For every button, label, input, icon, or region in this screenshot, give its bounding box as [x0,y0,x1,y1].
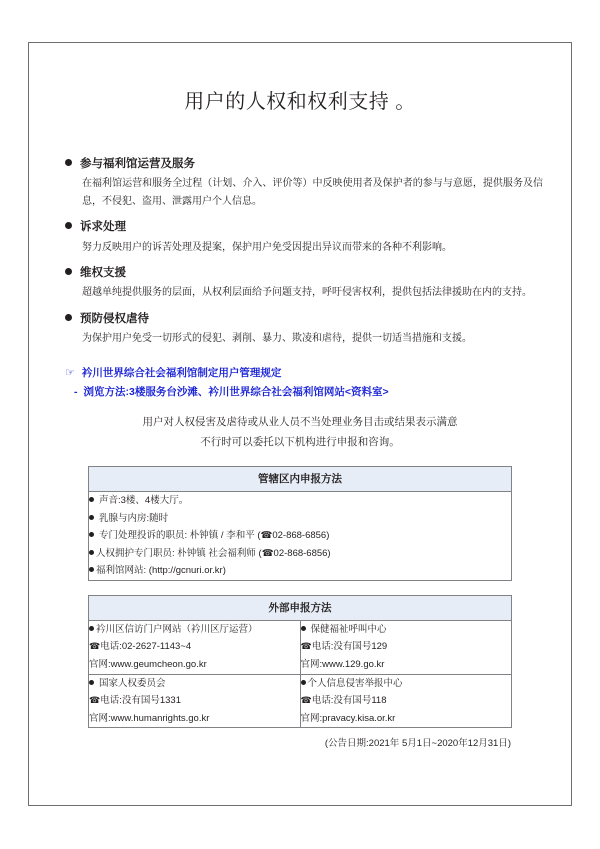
bullet-dot-icon [89,626,94,631]
org-name-label: 国家人权委员会 [99,677,166,689]
list-item-label: 人权拥护专门职员: 朴钟镇 社会福利师 (☎02-868-6856) [96,547,331,559]
org-phone-label: 电话:没有国号1331 [100,695,181,707]
list-item [89,527,511,545]
org-phone-label: 电话:02-2627-1143~4 [100,641,192,653]
page-title: 用户的人权和权利支持 。 [184,91,416,113]
list-item [89,562,511,580]
section-heading [65,219,543,236]
section-heading-label: 参与福利馆运营及服务 [80,158,195,170]
section-heading [65,156,543,173]
section-heading [65,311,543,328]
org-name [89,621,300,639]
org-name [301,675,512,693]
dash-marker: - [74,385,78,398]
section-item [65,265,543,302]
telephone-icon: ☎ [89,696,101,707]
telephone-icon: ☎ [300,642,312,653]
section-body: 在福利馆运营和服务全过程（计划、介入、评价等）中反映使用者及保护者的参与与意愿，提供服务及信息，不侵犯、盗用、泄露用户个人信息。 [82,178,543,207]
external-table-cell [89,620,301,674]
list-item [89,510,511,528]
list-item-label: 专门处理投诉的职员: 朴钟镇 / 李和平 (☎02-868-6856) [99,530,330,542]
org-phone [89,638,300,656]
center-note-line2: 不行时可以委托以下机构进行申报和咨询。 [200,435,400,448]
section-heading-label: 预防侵权虐待 [80,312,149,325]
bullet-dot-icon [89,550,94,555]
org-name-label: 衿川区信访门户网站（衿川区厅运营） [96,623,258,635]
list-item-label: 声音:3楼、4楼大厅。 [99,494,189,506]
bullet-dot-icon [65,268,72,275]
section-heading-label: 维权支援 [80,267,126,279]
section-item [65,311,543,348]
telephone-icon: ☎ [89,642,101,653]
notice-line-primary [65,364,553,383]
external-table-cell [89,674,301,728]
org-site: 官网:www.129.go.kr [300,658,385,670]
external-report-table [88,595,512,729]
external-table-cell [300,620,512,674]
org-name-label: 个人信息侵害举报中心 [307,677,403,689]
center-note-line1: 用户对人权侵害及虐待或从业人员不当处理业务目击或结果表示满意 [142,416,458,429]
bullet-dot-icon [301,626,306,631]
section-body: 努力反映用户的诉苦处理及提案，保护用户免受因提出异议而带来的各种不利影响。 [82,241,452,253]
section-heading [65,265,543,282]
section-item [65,219,543,256]
telephone-icon: ☎ [300,696,312,707]
org-name [89,675,300,693]
announcement-date: (公告日期:2021年 5月1日~2020年12月31日) [324,738,511,750]
table-header-row [89,466,512,491]
table-header-row [89,595,512,620]
external-table-header: 外部申报方法 [89,595,512,620]
internal-table-header: 管辖区内申报方法 [89,466,512,491]
org-phone [301,638,512,656]
bullet-dot-icon [65,222,72,229]
org-phone [301,692,512,710]
org-site: 官网:www.humanrights.go.kr [89,712,210,724]
org-phone [89,692,300,710]
internal-table-cell [89,491,512,580]
section-body: 为保护用户免受一切形式的侵犯、剥削、暴力、欺凌和虐待，提供一切适当措施和支援。 [82,333,472,344]
org-site: 官网:pravacy.kisa.or.kr [300,712,396,724]
list-item [89,545,511,563]
bullet-dot-icon [301,680,306,685]
bullet-dot-icon [65,314,72,321]
table-row [89,620,512,674]
org-phone-label: 电话:没有国号129 [311,641,388,653]
table-row [89,674,512,728]
bullet-dot-icon [65,159,72,166]
org-phone-label: 电话:没有国号118 [311,695,387,707]
notice-text-secondary: 浏览方法:3楼服务台沙滩、衿川世界综合社会福利馆网站<资料室> [83,385,389,398]
list-item-label: 福利馆网站: (http://gcnuri.or.kr) [96,565,226,577]
pointing-hand-icon: ☞ [65,366,75,379]
sections-list [47,156,553,348]
bullet-dot-icon [89,567,94,572]
table-row [89,491,512,580]
bullet-dot-icon [89,515,94,520]
document-page [28,42,572,806]
list-item-label: 乳腺与内房:随时 [99,512,169,524]
org-name [301,621,512,639]
center-note [47,413,553,452]
bullet-dot-icon [89,532,94,537]
notice-text-primary: 衿川世界综合社会福利馆制定用户管理规定 [81,366,282,379]
bullet-dot-icon [89,680,94,685]
bullet-dot-icon [89,497,94,502]
external-table-cell [300,674,512,728]
section-heading-label: 诉求处理 [80,221,126,234]
section-body: 超越单纯提供服务的层面，从权利层面给予问题支持，呼吁侵害权利，提供包括法律援助在内的支持。 [82,287,532,299]
list-item [89,492,511,510]
section-item [65,156,543,210]
org-site: 官网:www.geumcheon.go.kr [89,658,207,670]
org-name-label: 保健福祉呼叫中心 [310,623,387,635]
notice-block [47,364,553,402]
notice-line-secondary [65,383,553,401]
internal-report-table [88,466,512,581]
